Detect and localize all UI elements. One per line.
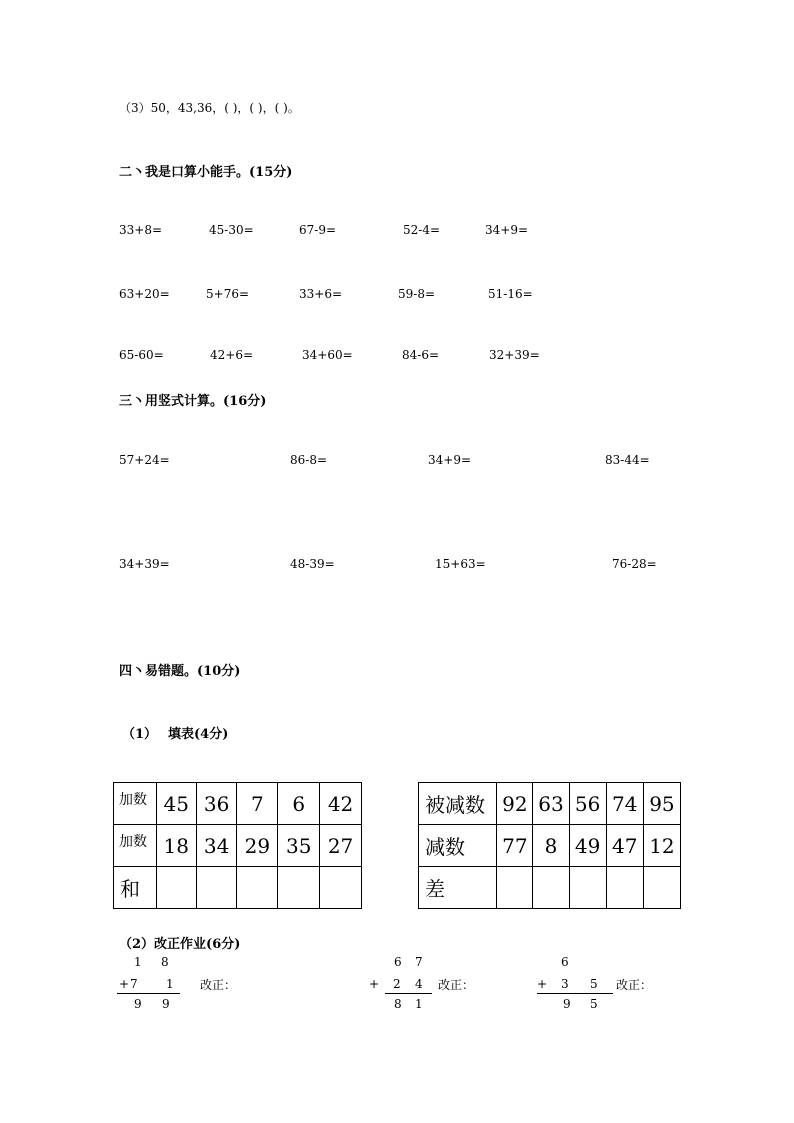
correction-2-mid-digit: 2 bbox=[393, 977, 401, 991]
vertical-calc-item: 48-39= bbox=[290, 557, 335, 571]
answer-cell[interactable] bbox=[320, 867, 362, 909]
correction-2-operator: + bbox=[369, 977, 380, 991]
correction-1-mid-digit: 1 bbox=[166, 977, 174, 991]
correction-1-fix-label: 改正： bbox=[200, 978, 237, 992]
table-cell: 34 bbox=[196, 825, 237, 867]
correction-2-top-digit: 7 bbox=[415, 955, 423, 969]
correction-1-operator: + bbox=[119, 977, 130, 991]
section-2-title: 二丶我是口算小能手。(15分) bbox=[119, 165, 293, 180]
table-cell: 45 bbox=[156, 783, 196, 825]
table-cell: 6 bbox=[278, 783, 320, 825]
answer-cell[interactable] bbox=[278, 867, 320, 909]
correction-3-result-digit: 5 bbox=[590, 997, 598, 1011]
table-cell: 27 bbox=[320, 825, 362, 867]
oral-calc-item: 5+76= bbox=[206, 287, 250, 301]
oral-calc-item: 59-8= bbox=[398, 287, 436, 301]
table-cell: 29 bbox=[237, 825, 278, 867]
table-cell: 92 bbox=[497, 783, 533, 825]
oral-calc-item: 67-9= bbox=[299, 223, 337, 237]
correction-3-mid-digit: 3 bbox=[561, 977, 569, 991]
table-cell: 12 bbox=[643, 825, 680, 867]
sequence-question-3: （3）50，43,36，( )，( )，( )。 bbox=[119, 101, 300, 115]
table-cell: 49 bbox=[569, 825, 606, 867]
oral-calc-item: 33+8= bbox=[119, 223, 163, 237]
correction-1-mid-digit: 7 bbox=[130, 977, 138, 991]
vertical-calc-item: 57+24= bbox=[119, 453, 170, 467]
row-label: 加数 bbox=[114, 825, 157, 867]
answer-cell[interactable] bbox=[156, 867, 196, 909]
correction-3-sum-line bbox=[537, 993, 613, 994]
row-label: 被减数 bbox=[419, 783, 497, 825]
row-label: 加数 bbox=[114, 783, 157, 825]
vertical-calc-item: 86-8= bbox=[290, 453, 328, 467]
table-cell: 36 bbox=[196, 783, 237, 825]
table-cell: 47 bbox=[606, 825, 643, 867]
part-1-label: 填表(4分) bbox=[168, 727, 229, 742]
correction-3-fix-label: 改正： bbox=[616, 978, 653, 992]
correction-3-top-digit: 6 bbox=[561, 955, 569, 969]
table-cell: 7 bbox=[237, 783, 278, 825]
correction-2-result-digit: 8 bbox=[394, 997, 402, 1011]
vertical-calc-item: 34+9= bbox=[428, 453, 472, 467]
vertical-calc-item: 15+63= bbox=[435, 557, 486, 571]
section-4-title: 四丶易错题。(10分) bbox=[119, 664, 241, 679]
oral-calc-item: 45-30= bbox=[209, 223, 254, 237]
correction-1-top-digit: 1 bbox=[134, 955, 142, 969]
correction-1-sum-line bbox=[117, 993, 180, 994]
answer-cell[interactable] bbox=[196, 867, 237, 909]
vertical-calc-item: 34+39= bbox=[119, 557, 170, 571]
table-cell: 18 bbox=[156, 825, 196, 867]
table-cell: 77 bbox=[497, 825, 533, 867]
correction-3-mid-digit: 5 bbox=[590, 977, 598, 991]
answer-cell[interactable] bbox=[606, 867, 643, 909]
oral-calc-item: 34+60= bbox=[302, 348, 353, 362]
part-1-number: （1） bbox=[122, 727, 158, 742]
part-2-label: （2）改正作业(6分) bbox=[119, 937, 241, 952]
vertical-calc-item: 76-28= bbox=[612, 557, 657, 571]
correction-3-operator: + bbox=[537, 977, 548, 991]
correction-2-mid-digit: 4 bbox=[415, 977, 423, 991]
answer-cell[interactable] bbox=[237, 867, 278, 909]
oral-calc-item: 32+39= bbox=[489, 348, 540, 362]
table-cell: 56 bbox=[569, 783, 606, 825]
answer-cell[interactable] bbox=[643, 867, 680, 909]
correction-1-top-digit: 8 bbox=[161, 955, 169, 969]
table-cell: 95 bbox=[643, 783, 680, 825]
row-label: 减数 bbox=[419, 825, 497, 867]
section-3-title: 三丶用竖式计算。(16分) bbox=[119, 394, 267, 409]
correction-2-top-digit: 6 bbox=[394, 955, 402, 969]
correction-1-result-digit: 9 bbox=[134, 997, 142, 1011]
oral-calc-item: 63+20= bbox=[119, 287, 170, 301]
correction-2-sum-line bbox=[385, 993, 432, 994]
vertical-calc-item: 83-44= bbox=[605, 453, 650, 467]
correction-2-fix-label: 改正： bbox=[438, 978, 475, 992]
table-cell: 35 bbox=[278, 825, 320, 867]
oral-calc-item: 33+6= bbox=[299, 287, 343, 301]
row-label: 和 bbox=[114, 867, 157, 909]
oral-calc-item: 65-60= bbox=[119, 348, 164, 362]
addition-table bbox=[113, 782, 362, 909]
oral-calc-item: 42+6= bbox=[210, 348, 254, 362]
correction-3-result-digit: 9 bbox=[563, 997, 571, 1011]
oral-calc-item: 52-4= bbox=[403, 223, 441, 237]
correction-1-result-digit: 9 bbox=[162, 997, 170, 1011]
answer-cell[interactable] bbox=[497, 867, 533, 909]
table-cell: 63 bbox=[533, 783, 569, 825]
oral-calc-item: 84-6= bbox=[402, 348, 440, 362]
row-label: 差 bbox=[419, 867, 497, 909]
answer-cell[interactable] bbox=[533, 867, 569, 909]
oral-calc-item: 51-16= bbox=[488, 287, 533, 301]
answer-cell[interactable] bbox=[569, 867, 606, 909]
table-cell: 74 bbox=[606, 783, 643, 825]
table-cell: 8 bbox=[533, 825, 569, 867]
oral-calc-item: 34+9= bbox=[485, 223, 529, 237]
table-cell: 42 bbox=[320, 783, 362, 825]
subtraction-table bbox=[418, 782, 681, 909]
correction-2-result-digit: 1 bbox=[415, 997, 423, 1011]
